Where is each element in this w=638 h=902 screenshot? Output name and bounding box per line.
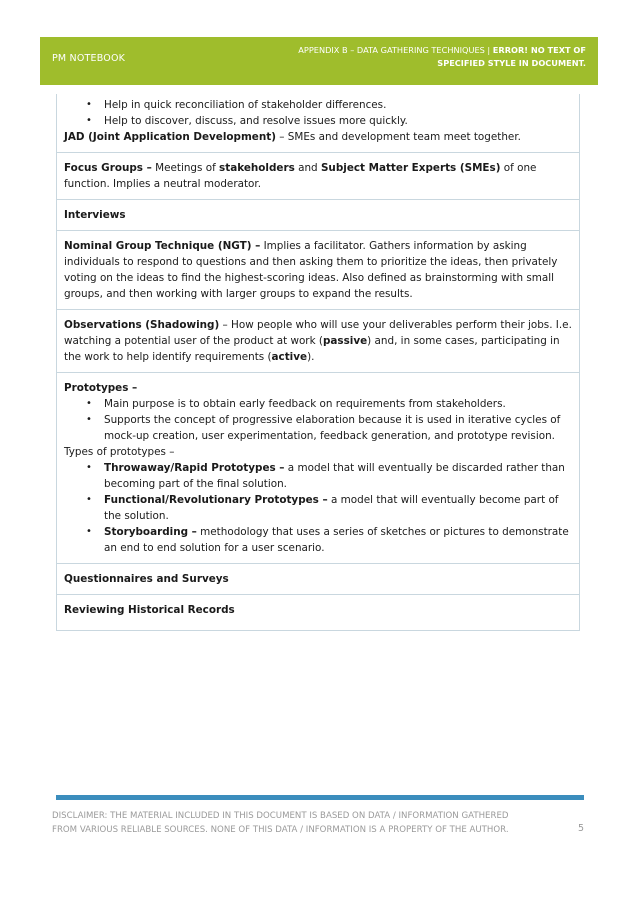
list-item: • Help to discover, discuss, and resolve issues more quickly.: [64, 113, 572, 129]
list-item: [64, 492, 572, 524]
row-ngt: [57, 230, 579, 309]
focus-text-2: and: [294, 162, 321, 174]
top-bullet-list: [64, 97, 572, 129]
row-questionnaires: [57, 563, 579, 594]
questionnaires-term: Questionnaires and Surveys: [64, 573, 229, 585]
observations-term: Observations (Shadowing): [64, 319, 220, 331]
ngt-desc: Implies a facilitator. Gathers information by asking individuals to respond to questions and then asking them to prioritize the ideas, then privately voting on the ideas to find the highest-scoring ideas. Also defined as brainstorming with small groups, and then working with larger groups to expand the results.: [64, 240, 558, 300]
historical-term: Reviewing Historical Records: [64, 604, 235, 616]
type-desc: a model that will eventually become part of the solution.: [104, 494, 559, 522]
header-appendix-text: APPENDIX B – DATA GATHERING TECHNIQUES |: [298, 45, 493, 55]
focus-bold-2: Subject Matter Experts (SMEs): [320, 162, 501, 174]
prototype-types-list: [64, 460, 572, 556]
jad-desc: – SMEs and development team meet together.: [275, 131, 521, 143]
type-desc: methodology that uses a series of sketches or pictures to demonstrate an end to end solution for a user scenario.: [104, 526, 569, 554]
observations-bold-1: passive: [322, 335, 368, 347]
techniques-table: [56, 94, 580, 631]
type-term: Functional/Revolutionary Prototypes –: [104, 494, 328, 506]
observations-paragraph: [64, 317, 572, 365]
focus-bold-1: stakeholders: [219, 162, 295, 174]
type-desc: a model that will eventually be discarded rather than becoming part of the final solution.: [104, 462, 565, 490]
ngt-term: Nominal Group Technique (NGT) –: [64, 240, 261, 252]
row-historical-records: [57, 594, 579, 630]
jad-paragraph: [64, 129, 572, 145]
footer-disclaimer: DISCLAIMER: THE MATERIAL INCLUDED IN THIS DOCUMENT IS BASED ON DATA / INFORMATION GATHERED FROM VARIOUS RELIABLE SOURCES. NONE OF THIS DATA / INFORMATION IS A PROPERTY OF THE AUTHOR.: [52, 811, 509, 835]
observations-text-1: – How people who will use your deliverables perform their jobs. I.e. watching a potential user of the product at work (: [64, 319, 572, 347]
header-section-title: [256, 44, 586, 70]
type-term: Throwaway/Rapid Prototypes –: [104, 462, 285, 474]
prototype-types-label: Types of prototypes –: [64, 446, 175, 458]
list-item: [64, 524, 572, 556]
observations-bold-2: active: [271, 351, 308, 363]
footer-divider: [56, 795, 584, 800]
focus-term: Focus Groups –: [64, 162, 152, 174]
header-error-text: ERROR! NO TEXT OF SPECIFIED STYLE IN DOCUMENT.: [437, 45, 586, 68]
prototypes-title: Prototypes –: [64, 382, 138, 394]
list-item: • Supports the concept of progressive elaboration because it is used in iterative cycles of mock-up creation, user experimentation, feedback generation, and prototype revision.: [64, 412, 572, 444]
type-term: Storyboarding –: [104, 526, 197, 538]
focus-text-3: of one function. Implies a neutral moderator.: [64, 162, 537, 190]
observations-text-2: ) and, in some cases, participating in the work to help identify requirements (: [64, 335, 560, 363]
observations-text-3: ).: [307, 351, 315, 363]
focus-paragraph: [64, 160, 572, 192]
page-number: 5: [578, 823, 585, 834]
ngt-paragraph: [64, 238, 572, 302]
interviews-term: Interviews: [64, 209, 126, 221]
focus-text-1: Meetings of: [151, 162, 220, 174]
list-item: • Main purpose is to obtain early feedback on requirements from stakeholders.: [64, 396, 572, 412]
jad-term: JAD (Joint Application Development): [64, 131, 276, 143]
page-header: [40, 37, 598, 85]
list-item: • Help in quick reconciliation of stakeholder differences.: [64, 97, 572, 113]
prototypes-bullet-list: [64, 396, 572, 444]
row-focus-groups: [57, 152, 579, 199]
list-item: [64, 460, 572, 492]
row-interviews: [57, 199, 579, 230]
row-observations: [57, 309, 579, 372]
row-continued-bullets: [57, 94, 579, 152]
header-notebook-title: PM NOTEBOOK: [52, 53, 126, 64]
row-prototypes: [57, 372, 579, 563]
